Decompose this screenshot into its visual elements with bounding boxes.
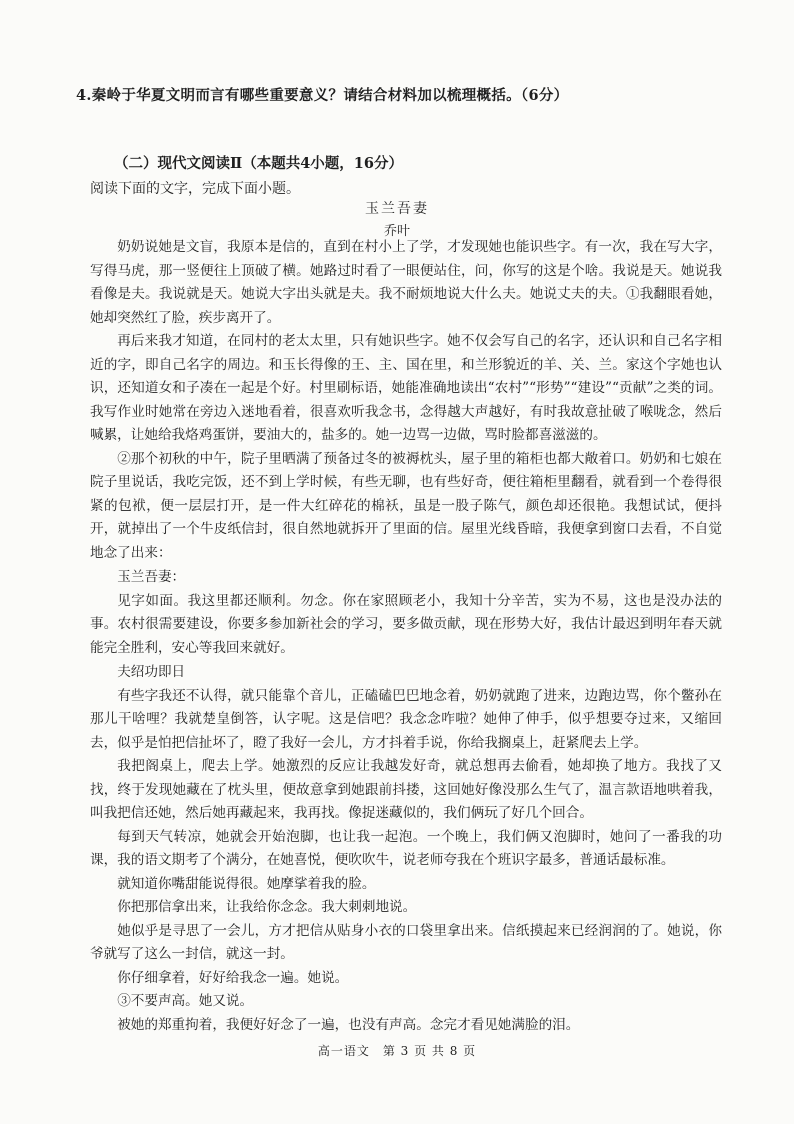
paragraph: 你仔细拿着，好好给我念一遍。她说。 xyxy=(117,969,349,986)
letter-signature: 夫绍功即日 xyxy=(117,664,186,680)
paragraph: 被她的郑重拘着，我便好好念了一遍，也没有声高。念完才看见她满脸的泪。 xyxy=(117,1016,580,1033)
paragraph: ③不要声高。她又说。 xyxy=(117,993,254,1009)
question-4: 4.秦岭于华夏文明而言有哪些重要意义？请结合材料加以梳理概括。（6分） xyxy=(76,87,569,104)
reading-instruction: 阅读下面的文字，完成下面小题。 xyxy=(90,181,300,197)
paragraph: ②那个初秋的中午，院子里晒满了预备过冬的被褥枕头，屋子里的箱柜也都大敞着口。奶奶和七娘在院子里说话，我吃完饭，还不到上学时候，有些无聊，也有些好奇，便往箱柜里翻看，就看到一个卷得很紧的包袱，便一层层打开，是一件大红碎花的棉袄，虽是一股子陈气，颜色却还很艳。我想试试，便抖开，就掉出了一个牛皮纸信封，很自然地就拆开了里面的信。屋里光线昏暗，我便拿到窗口去看，不自觉地念了出来： xyxy=(90,450,722,561)
paragraph: 我把阁桌上，爬去上学。她激烈的反应让我越发好奇，就总想再去偷看，她却换了地方。我找了又找，终于发现她藏在了枕头里，便故意拿到她跟前抖搂，这回她好像没那么生气了，温言款语地哄着我，叫我把信还她，然后她再藏起来，我再找。像捉迷藏似的，我们俩玩了好几个回合。 xyxy=(90,758,722,821)
paragraph: 有些字我还不认得，就只能靠个音儿，正磕磕巴巴地念着，奶奶就跑了进来，边跑边骂，你个鳖孙在那儿干啥哩？我就楚皇倒答，认字呢。这是信吧？我念念咋啦？她伸了伸手，似乎想要夺过来，又缩回去，似乎是怕把信扯坏了，瞪了我好一会儿，方才抖着手说，你给我搁桌上，赶紧爬去上学。 xyxy=(90,687,722,751)
paragraph: 她似乎是寻思了一会儿，方才把信从贴身小衣的口袋里拿出来。信纸摸起来已经润润的了。她说，你爷就写了这么一封信，就这一封。 xyxy=(90,922,722,962)
article-body xyxy=(90,236,722,1037)
letter-salutation: 玉兰吾妻： xyxy=(117,569,186,585)
paragraph: 你把那信拿出来，让我给你念念。我大刺刺地说。 xyxy=(117,899,417,915)
letter-body: 见字如面。我这里都还顺利。勿念。你在家照顾老小，我知十分辛苦，实为不易，这也是没办法的事。农村很需要建设，你要多参加新社会的学习，要多做贡献，现在形势大好，我估计最迟到明年春天就能完全胜利，安心等我回来就好。 xyxy=(90,592,722,656)
article-title: 玉兰吾妻 xyxy=(365,201,429,217)
article-author: 乔叶 xyxy=(383,224,410,239)
section-title: （二）现代文阅读Ⅱ（本题共4小题，16分） xyxy=(114,155,403,172)
paragraph: 奶奶说她是文盲，我原本是信的，直到在村小上了学，才发现她也能识些字。有一次，我在写大字，写得马虎，那一竖便往上顶破了横。她路过时看了一眼便站住，问，你写的这是个啥。我说是天。她说我看像是夫。我说就是天。她说大字出头就是夫。我不耐烦地说大什么夫。她说丈夫的夫。①我翻眼看她，她却突然红了脸，疾步离开了。 xyxy=(90,239,722,326)
paragraph: 再后来我才知道，在同村的老太太里，只有她识些字。她不仅会写自己的名字，还认识和自己名字相近的字，即自己名字的周边。和玉长得像的王、主、国在里，和兰形貌近的羊、关、兰。家这个字她也认识，还知道女和子凑在一起是个好。村里刷标语，她能准确地读出“农村”“形势”“建设”“贡献”之类的词。我写作业时她常在旁边入迷地看着，很喜欢听我念书，念得越大声越好，有时我故意扯破了喉咙念，然后喊累，让她给我烙鸡蛋饼，要油大的，盐多的。她一边骂一边做，骂时脸都喜滋滋的。 xyxy=(90,333,722,443)
paragraph: 每到天气转凉，她就会开始泡脚，也让我一起泡。一个晚上，我们俩又泡脚时，她问了一番我的功课，我的语文期考了个满分，在她喜悦，便吹吹牛，说老师夸我在个班识字最多，普通话最标准。 xyxy=(90,828,722,868)
page-footer: 高一语文 第 3 页 共 8 页 xyxy=(317,1044,477,1058)
paragraph: 就知道你嘴甜能说得很。她摩挲着我的脸。 xyxy=(117,875,376,892)
